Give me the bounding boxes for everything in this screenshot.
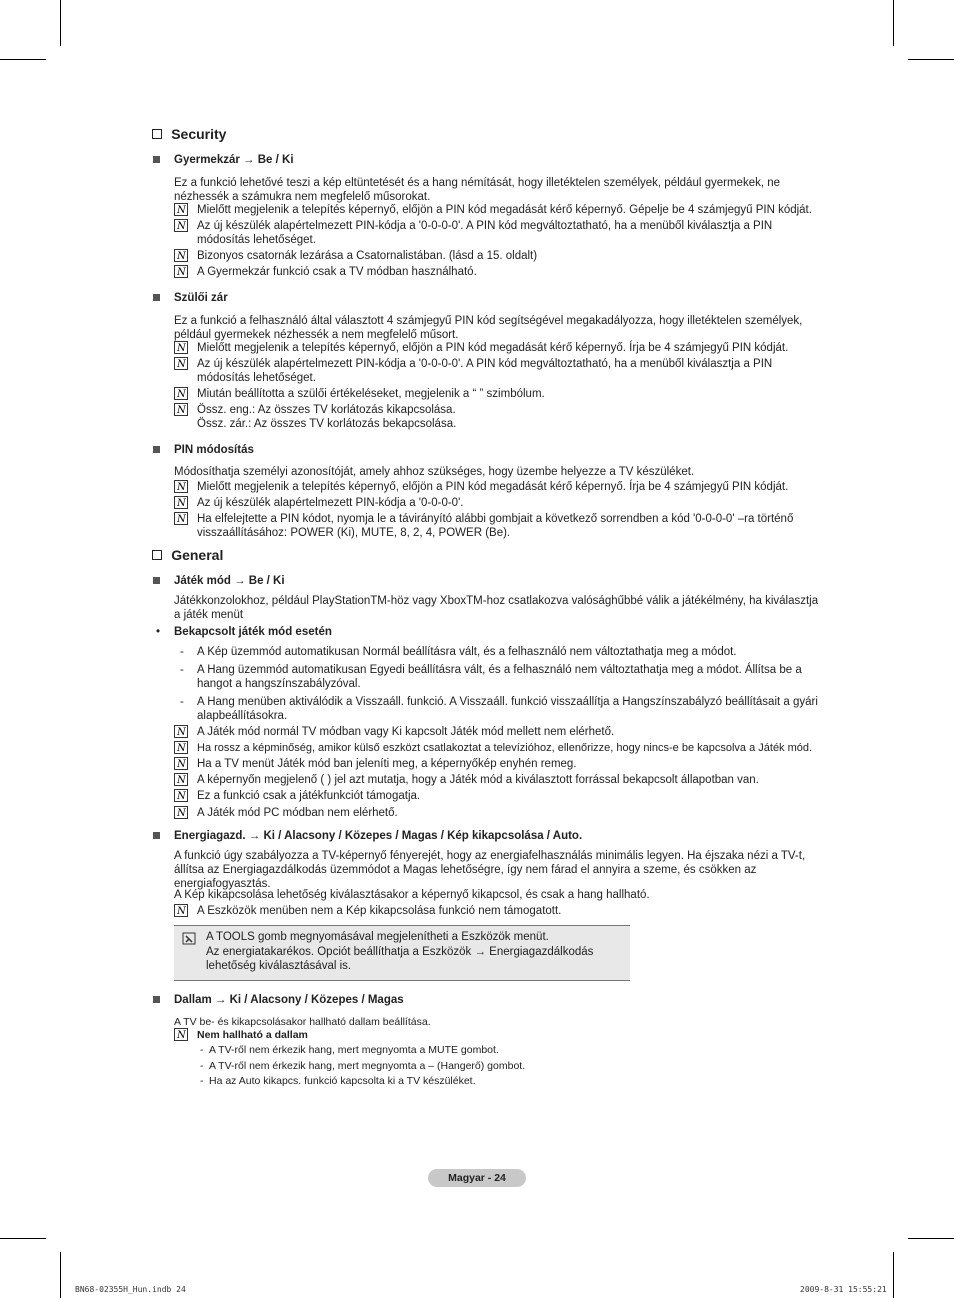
square-bullet-icon <box>153 446 160 453</box>
note-icon <box>174 357 188 370</box>
dash-text: A Hang üzemmód automatikusan Egyedi beállításra vált, és a felhasználó nem változtathatja meg a módot. Állítsa be a hangot a hangszínszabályzóval. <box>197 664 802 690</box>
note-icon <box>174 387 188 400</box>
note-text: Ez a funkció csak a játékfunkciót támogatja. <box>197 790 421 802</box>
crop-mark <box>893 0 894 46</box>
note-icon <box>174 773 188 786</box>
note-icon <box>174 265 188 278</box>
note-icon <box>174 203 188 216</box>
square-bullet-icon <box>153 156 160 163</box>
paragraph: Ez a funkció lehetővé teszi a kép eltüntetését és a hang némítását, hogy illetéktelen személyek, például gyermekek, ne nézhessék a számukra nem megfelelő műsorokat. <box>174 177 781 203</box>
note-icon <box>174 512 188 525</box>
dash-bullet-icon: - <box>200 1075 204 1087</box>
note-text: A Játék mód normál TV módban vagy Ki kapcsolt Játék mód mellett nem elérhető. <box>197 726 615 738</box>
note-text: A Eszközök menüben nem a Kép kikapcsolása funkció nem támogatott. <box>197 905 562 917</box>
crop-mark <box>908 59 954 60</box>
dash-bullet-icon: - <box>200 1060 204 1072</box>
tools-icon <box>182 932 196 949</box>
dash-bullet-icon: - <box>180 646 184 658</box>
dash-bullet-icon: - <box>200 1044 204 1056</box>
note-icon <box>174 249 188 262</box>
dash-bullet-icon: - <box>180 696 184 708</box>
note-text: A Gyermekzár funkció csak a TV módban használható. <box>197 266 477 278</box>
checkbox-bullet-icon <box>152 550 162 560</box>
svg-text:N: N <box>177 267 186 278</box>
svg-text:N: N <box>177 514 186 525</box>
note-icon <box>174 757 188 770</box>
note-text: Ha elfelejtette a PIN kódot, nyomja le a távirányító alábbi gombjait a következő sorrendben a kód '0-0-0-0' –ra történő visszaállításához: POWER (Ki), MUTE, 8, 2, 4, POWER (Be). <box>197 513 794 539</box>
svg-text:N: N <box>177 221 186 232</box>
note-text: Mielőtt megjelenik a telepítés képernyő, előjön a PIN kód megadását kérő képernyő. Írja be 4 számjegyű PIN kódját. <box>197 481 789 493</box>
square-bullet-icon <box>153 577 160 584</box>
note-icon <box>174 904 188 917</box>
svg-text:N: N <box>177 775 186 786</box>
note-text: Mielőtt megjelenik a telepítés képernyő, előjön a PIN kód megadását kérő képernyő. Írja be 4 számjegyű PIN kódját. <box>197 342 789 354</box>
square-bullet-icon <box>153 996 160 1003</box>
subsection-title: Játék mód → Be / Ki <box>174 575 285 587</box>
page-number-badge: Magyar - 24 <box>428 1169 526 1187</box>
subsection-title: Gyermekzár → Be / Ki <box>174 154 294 166</box>
note-text: A képernyőn megjelenő ( ) jel azt mutatja, hogy a Játék mód a kiválasztott forrással bekapcsolt állapotban van. <box>197 774 759 786</box>
svg-text:N: N <box>177 251 186 262</box>
checkbox-bullet-icon <box>152 129 162 139</box>
note-icon <box>174 403 188 416</box>
svg-text:N: N <box>177 405 186 416</box>
note-text: Bizonyos csatornák lezárása a Csatornalistában. (lásd a 15. oldalt) <box>197 250 538 262</box>
subsection-title: Dallam → Ki / Alacsony / Közepes / Magas <box>174 994 404 1006</box>
svg-text:N: N <box>177 343 186 354</box>
svg-text:N: N <box>177 791 186 802</box>
svg-text:N: N <box>177 498 186 509</box>
note-icon <box>174 725 188 738</box>
crop-mark <box>0 1238 46 1239</box>
paragraph: Játékkonzolokhoz, például PlayStationTM-höz vagy XboxTM-hoz csatlakozva valósághűbbé válik a játékélmény, ha kiválasztja a játék menüt <box>174 595 819 621</box>
note-text: Ha rossz a képminőség, amikor külső eszközt csatlakoztat a televízióhoz, ellenőrizze, hogy nincs-e be kapcsolva a Játék mód. <box>197 742 813 754</box>
print-timestamp: 2009-8-31 15:55:21 <box>800 1285 887 1294</box>
crop-mark <box>0 59 46 60</box>
section-heading: Security <box>171 126 227 142</box>
svg-text:N: N <box>177 205 186 216</box>
note-icon <box>174 1028 188 1041</box>
svg-text:N: N <box>177 359 186 370</box>
paragraph: A Kép kikapcsolása lehetőség kiválasztásakor a képernyő kikapcsol, és csak a hang hallható. <box>174 889 650 901</box>
crop-mark <box>893 1252 894 1298</box>
svg-text:N: N <box>177 743 186 754</box>
note-icon <box>174 806 188 819</box>
note-title: Nem hallható a dallam <box>197 1029 308 1041</box>
dash-text: A TV-ről nem érkezik hang, mert megnyomta a – (Hangerő) gombot. <box>209 1060 526 1072</box>
paragraph: Ez a funkció a felhasználó által választott 4 számjegyű PIN kód segítségével megakadályozza, hogy illetéktelen személyek, például gyermekek nézhessék a nem megfelelő műsort. <box>174 315 803 341</box>
note-text: Mielőtt megjelenik a telepítés képernyő, előjön a PIN kód megadását kérő képernyő. Gépelje be 4 számjegyű PIN kódját. <box>197 204 812 216</box>
subsection-title: Szülői zár <box>174 292 228 304</box>
note-text: Össz. eng.: Az összes TV korlátozás kikapcsolása. <box>197 404 456 416</box>
tools-text: A TOOLS gomb megnyomásával megjelenítheti a Eszközök menüt. <box>206 931 549 943</box>
note-text: A Játék mód PC módban nem elérhető. <box>197 807 398 819</box>
file-info: BN68-02355H_Hun.indb 24 <box>75 1285 186 1294</box>
svg-text:N: N <box>177 808 186 819</box>
dot-bullet-icon: • <box>156 626 161 638</box>
paragraph: A funkció úgy szabályozza a TV-képernyő fényerejét, hogy az energiafelhasználás minimális legyen. Ha éjszaka nézi a TV-t, állítsa az Energiagazdálkodás üzemmódot a Magas lehetőségre, így nem fárad el annyira a szeme, és csökken az energiafogyasztás. <box>174 850 806 890</box>
svg-text:N: N <box>177 759 186 770</box>
note-icon <box>174 741 188 754</box>
note-icon <box>174 480 188 493</box>
crop-mark <box>60 1252 61 1298</box>
svg-text:N: N <box>177 1030 186 1041</box>
dash-text: Ha az Auto kikapcs. funkció kapcsolta ki a TV készüléket. <box>209 1075 476 1087</box>
section-security <box>152 127 226 143</box>
svg-text:N: N <box>177 727 186 738</box>
svg-text:N: N <box>177 906 186 917</box>
paragraph: Módosíthatja személyi azonosítóját, amely ahhoz szükséges, hogy üzembe helyezze a TV készüléket. <box>174 466 695 478</box>
note-text: Miután beállította a szülői értékeléseket, megjelenik a “ ” szimbólum. <box>197 388 545 400</box>
section-general <box>152 548 223 564</box>
paragraph: A TV be- és kikapcsolásakor hallható dallam beállítása. <box>174 1016 431 1028</box>
svg-text:N: N <box>177 482 186 493</box>
note-text: Az új készülék alapértelmezett PIN-kódja a '0-0-0-0'. A PIN kód megváltoztatható, ha a menüből kiválasztja a PIN módosítás lehetőséget. <box>197 358 773 384</box>
tools-text: Az energiatakarékos. Opciót beállíthatja a Eszközök → Energiagazdálkodás lehetőség kiválasztásával is. <box>206 946 594 972</box>
tools-box <box>174 925 630 981</box>
bullet-heading: Bekapcsolt játék mód esetén <box>174 626 332 638</box>
note-text: Az új készülék alapértelmezett PIN-kódja a '0-0-0-0'. <box>197 497 464 509</box>
subsection-title: Energiagazd. → Ki / Alacsony / Közepes / Magas / Kép kikapcsolása / Auto. <box>174 830 583 842</box>
dash-text: A Kép üzemmód automatikusan Normál beállításra vált, és a felhasználó nem változtathatja meg a módot. <box>197 646 737 658</box>
svg-text:N: N <box>177 389 186 400</box>
dash-text: A Hang menüben aktiválódik a Visszaáll. funkció. A Visszaáll. funkció visszaállítja a Hangszínszabályzó beállításait a gyári alapbeállításokra. <box>197 696 818 722</box>
note-icon <box>174 496 188 509</box>
subsection-title: PIN módosítás <box>174 444 254 456</box>
crop-mark <box>60 0 61 46</box>
crop-mark <box>908 1238 954 1239</box>
note-icon <box>174 789 188 802</box>
note-text: Ha a TV menüt Játék mód ban jeleníti meg, a képernyőkép enyhén remeg. <box>197 758 577 770</box>
dash-bullet-icon: - <box>180 664 184 676</box>
square-bullet-icon <box>153 294 160 301</box>
note-text: Az új készülék alapértelmezett PIN-kódja a '0-0-0-0'. A PIN kód megváltoztatható, ha a menüből kiválasztja a PIN módosítás lehetőséget. <box>197 220 773 246</box>
square-bullet-icon <box>153 832 160 839</box>
dash-text: A TV-ről nem érkezik hang, mert megnyomta a MUTE gombot. <box>209 1044 499 1056</box>
note-text: Össz. zár.: Az összes TV korlátozás bekapcsolása. <box>197 418 457 430</box>
note-icon <box>174 341 188 354</box>
note-icon <box>174 219 188 232</box>
section-heading: General <box>171 547 224 563</box>
